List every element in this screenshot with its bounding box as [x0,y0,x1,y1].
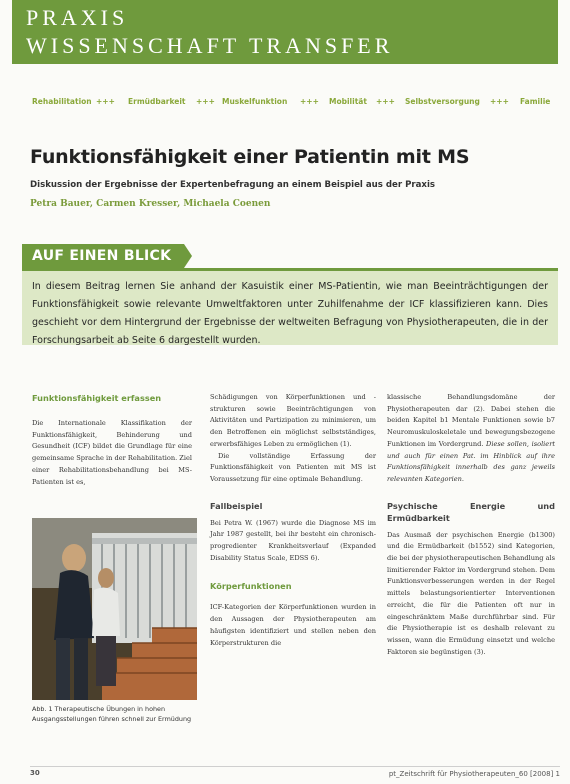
photo-illustration [32,518,197,700]
topic: Ermüdbarkeit [128,97,186,106]
body-text: klassische Behandlungsdomäne der Physiotherapeuten dar (2). Dabei stehen die beiden Kapitel b1 Mentale Funktionen sowie b7 Neuromuskuloskeletale und bewegungsbezogene Funktionen im Vordergrund. [387,393,555,448]
body-paragraph: Die vollständige Erfassung der Funktionsfähigkeit von Patienten mit MS ist Voraussetzung für eine optimale Behandlung. [210,451,376,483]
section-heading: Funktionsfähigkeit erfassen [32,393,162,403]
section-heading: Fallbeispiel [210,500,263,511]
journal-reference: pt_Zeitschrift für Physiotherapeuten_60 [2008] 1 [388,770,560,778]
topic-sep: +++ [300,97,319,106]
column-1 [32,392,192,488]
body-paragraph: Die Internationale Klassifikation der Funktionsfähigkeit, Behinderung und Gesundheit (ICF) bildet die Grundlage für eine gemeinsame Sprache in der Rehabilitation. Ziel einer Rehabilitationsbehandlung bei MS-Patienten ist es, [32,419,192,486]
topic-sep: +++ [490,97,509,106]
section-banner [12,0,558,64]
at-a-glance-box [22,268,558,345]
figure-photo [32,518,197,700]
banner-line-1: PRAXIS [26,5,129,30]
article-subtitle: Diskussion der Ergebnisse der Expertenbefragung an einem Beispiel aus der Praxis [30,180,436,190]
section-heading: Psychische Energie und Ermüdbarkeit [387,500,555,523]
at-a-glance-label: AUF EINEN BLICK [22,244,184,268]
topic: Familie [520,97,551,106]
topic: Mobilität [329,97,367,106]
body-paragraph: ICF-Kategorien der Körperfunktionen wurden in den Aussagen der Physiotherapeuten am häufigsten identifiziert und stellen neben den Körperstrukturen die [210,603,376,647]
topic-sep: +++ [96,97,115,106]
body-paragraph: Bei Petra W. (1967) wurde die Diagnose MS im Jahr 1987 gestellt, bei ihr besteht ein chronisch-progredienter Krankheitsverlauf (Expanded Disability Status Scale, EDSS 6). [210,518,376,562]
column-2 [210,392,376,649]
topic-strip [24,97,558,109]
topic: Muskelfunktion [222,97,288,106]
topic: Rehabilitation [32,97,92,106]
body-text-italic: Diese sollen, isoliert und auch für einen Pat. im Hinblick auf ihre Funktionsfähigkeit innerhalb des ganz jeweils relevanten Kategorien. [387,439,555,483]
page-number: 30 [30,769,40,777]
body-paragraph: Das Ausmaß der psychischen Energie (b1300) und die Ermüdbarkeit (b1552) sind Kategorien, die bei der physiotherapeutischen Behandlung als limitierender Faktor im Vordergrund stehen. Dem Funktionsverbesserungen werden in der Regel mittels belastungsorientierter Interventionen erreicht, die für die Patienten oft nur in eingeschränktem Maße durchführbar sind. Für die Physiotherapie ist es deshalb relevant zu wissen, wann die Ermüdung einsetzt und welche Faktoren sie begünstigen (3). [387,530,555,656]
column-3 [387,392,555,658]
figure-caption: Abb. 1 Therapeutische Übungen in hohen Ausgangsstellungen führen schnell zur Ermüdung [32,705,192,723]
section-heading: Körperfunktionen [210,581,292,592]
article-authors: Petra Bauer, Carmen Kresser, Michaela Coenen [30,199,271,209]
topic-sep: +++ [376,97,395,106]
topic: Selbstversorgung [405,97,480,106]
at-a-glance-text: In diesem Beitrag lernen Sie anhand der Kasuistik einer MS-Patientin, wie man Beeinträchtigungen der Funktionsfähigkeit sowie relevante Umweltfaktoren unter Zuhilfenahme der ICF klassifizieren kann. Dies geschieht vor dem Hintergrund der Ergebnisse der weltweiten Befragung von Physiotherapeuten, die in der Forschungsarbeit ab Seite 6 dargestellt wurden. [32,281,548,346]
body-paragraph: Schädigungen von Körperfunktionen und -strukturen sowie Beeinträchtigungen von Aktivitäten und Partizipation zu minimieren, um den Betroffenen ein möglichst selbstständiges, erwerbsfähiges Leben zu ermöglichen (1). [210,393,376,448]
article-title: Funktionsfähigkeit einer Patientin mit MS [30,146,470,168]
page-footer [30,766,560,778]
topic-sep: +++ [196,97,215,106]
body-paragraph [387,392,555,486]
banner-line-2: WISSENSCHAFT TRANSFER [26,33,394,58]
